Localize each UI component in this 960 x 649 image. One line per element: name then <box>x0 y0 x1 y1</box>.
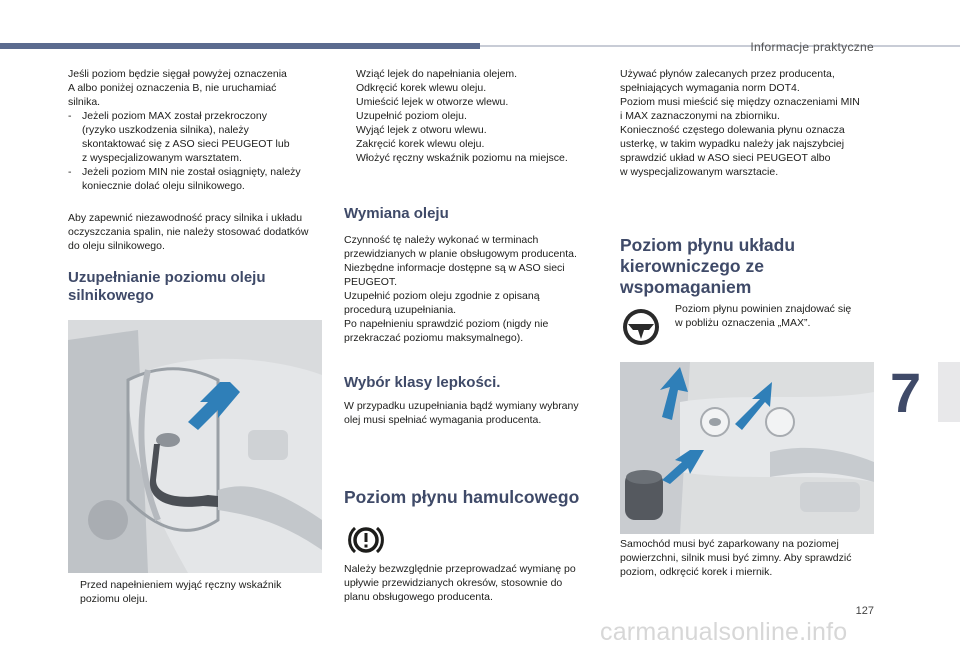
step-text: Włożyć ręczny wskaźnik poziomu na miejsce. <box>356 152 568 164</box>
header-line <box>480 45 960 47</box>
para-line: W przypadku uzupełniania bądź wymiany wybrany <box>344 400 579 412</box>
bullet-line: skontaktować się z ASO sieci PEUGEOT lub <box>82 138 290 150</box>
brake-warning-icon <box>346 520 386 560</box>
header-bar <box>0 43 480 49</box>
note-line: w pobliżu oznaczenia „MAX”. <box>675 317 811 329</box>
heading-line: kierowniczego ze <box>620 256 764 276</box>
step-item <box>344 109 606 123</box>
para-line: Używać płynów zalecanych przez producenta, <box>620 68 835 80</box>
chapter-number: 7 <box>890 361 922 424</box>
step-text: Umieścić lejek w otworze wlewu. <box>356 96 509 108</box>
note-line: Poziom płynu powinien znajdować się <box>675 303 852 315</box>
intro-line: A albo poniżej oznaczenia B, nie uruchamiać <box>68 82 277 94</box>
heading-oil-topup <box>68 269 330 305</box>
oil-topup-steps <box>344 67 606 165</box>
brake-fluid-requirements <box>620 67 882 179</box>
oil-filler-photo <box>68 320 322 573</box>
step-item <box>344 95 606 109</box>
step-text: Wziąć lejek do napełniania olejem. <box>356 68 518 80</box>
para-line: Poziom musi mieścić się między oznaczeniami MIN <box>620 96 860 108</box>
page-number: 127 <box>855 605 874 617</box>
heading-power-steering <box>620 235 882 298</box>
bullet-line: (ryzyko uszkodzenia silnika), należy <box>82 124 249 136</box>
brake-fluid-paragraph <box>344 562 606 604</box>
note-line: poziomu oleju. <box>80 593 148 605</box>
para-line: przekraczać poziomu maksymalnego). <box>344 332 524 344</box>
oil-filler-illustration <box>68 320 322 573</box>
remove-dipstick-note <box>68 578 330 606</box>
viscosity-paragraph <box>344 399 606 427</box>
para-line: Po napełnieniu sprawdzić poziom (nigdy nie <box>344 318 549 330</box>
intro-line: silnika. <box>68 96 101 108</box>
step-text: Wyjąć lejek z otworu wlewu. <box>356 124 487 136</box>
para-line: upływie przewidzianych okresów, stosownie do <box>344 577 563 589</box>
watermark: carmanualsonline.info <box>600 618 848 646</box>
step-text: Zakręcić korek wlewu oleju. <box>356 138 485 150</box>
para-line: Samochód musi być zaparkowany na poziomej <box>620 538 839 550</box>
para-line: poziom, odkręcić korek i miernik. <box>620 566 773 578</box>
para-line: przewidzianych w planie obsługowym producenta. <box>344 248 577 260</box>
bullet-line: Jeżeli poziom MAX został przekroczony <box>82 110 267 122</box>
heading-oil-change: Wymiana oleju <box>344 205 449 222</box>
heading-viscosity: Wybór klasy lepkości. <box>344 374 501 391</box>
para-line: Uzupełnić poziom oleju zgodnie z opisaną <box>344 290 540 302</box>
step-item <box>344 81 606 95</box>
para-line: w wyspecjalizowanym warsztacie. <box>620 166 779 178</box>
step-text: Odkręcić korek wlewu oleju. <box>356 82 487 94</box>
bullet-max <box>68 109 330 165</box>
note-line: Przed napełnieniem wyjąć ręczny wskaźnik <box>80 579 282 591</box>
bullet-line: koniecznie dolać oleju silnikowego. <box>82 180 245 192</box>
note-item <box>68 578 330 606</box>
para-line: Konieczność częstego dolewania płynu oznacza <box>620 124 845 136</box>
column-1 <box>68 67 330 193</box>
steering-reservoir-illustration <box>620 362 874 534</box>
step-text: Uzupełnić poziom oleju. <box>356 110 467 122</box>
para-line: i MAX zaznaczonymi na zbiorniku. <box>620 110 780 122</box>
bullet-line: z wyspecjalizowanym warsztatem. <box>82 152 242 164</box>
para-line: planu obsługowego producenta. <box>344 591 493 603</box>
para-line: Niezbędne informacje dostępne są w ASO sieci <box>344 262 565 274</box>
steering-note <box>675 302 885 330</box>
para-line: usterkę, w takim wypadku należy jak najszybciej <box>620 138 845 150</box>
heading-line: wspomaganiem <box>620 277 752 297</box>
step-item <box>344 137 606 151</box>
bullet-min <box>68 165 330 193</box>
para-line: oczyszczania spalin, nie należy stosować dodatków <box>68 226 309 238</box>
para-line: Aby zapewnić niezawodność pracy silnika i układu <box>68 212 303 224</box>
para-line: olej musi spełniać wymagania producenta. <box>344 414 542 426</box>
heading-line: Poziom płynu układu <box>620 235 796 255</box>
additives-paragraph <box>68 211 330 253</box>
intro-line: Jeśli poziom będzie sięgał powyżej oznaczenia <box>68 68 287 80</box>
step-item <box>344 123 606 137</box>
step-item <box>344 151 606 165</box>
steering-wheel-icon <box>620 306 662 348</box>
oil-change-paragraph <box>344 233 606 345</box>
para-line: spełniających wymagania norm DOT4. <box>620 82 800 94</box>
steering-check-paragraph <box>620 537 882 579</box>
heading-line: Uzupełnianie poziomu oleju <box>68 269 266 286</box>
section-title: Informacje praktyczne <box>750 40 874 54</box>
dash: - <box>68 110 72 122</box>
heading-brake-fluid: Poziom płynu hamulcowego <box>344 487 580 507</box>
heading-line: silnikowego <box>68 287 154 304</box>
para-line: do oleju silnikowego. <box>68 240 165 252</box>
steering-reservoir-photo <box>620 362 874 534</box>
dash: - <box>68 166 72 178</box>
para-line: sprawdzić układ w ASO sieci PEUGEOT albo <box>620 152 831 164</box>
para-line: PEUGEOT. <box>344 276 398 288</box>
step-item <box>344 67 606 81</box>
para-line: Czynność tę należy wykonać w terminach <box>344 234 539 246</box>
bullet-line: Jeżeli poziom MIN nie został osiągnięty, należy <box>82 166 301 178</box>
para-line: procedurą uzupełniania. <box>344 304 457 316</box>
para-line: powierzchni, silnik musi być zimny. Aby sprawdzić <box>620 552 852 564</box>
chapter-tab <box>938 362 960 422</box>
para-line: Należy bezwzględnie przeprowadzać wymianę po <box>344 563 576 575</box>
